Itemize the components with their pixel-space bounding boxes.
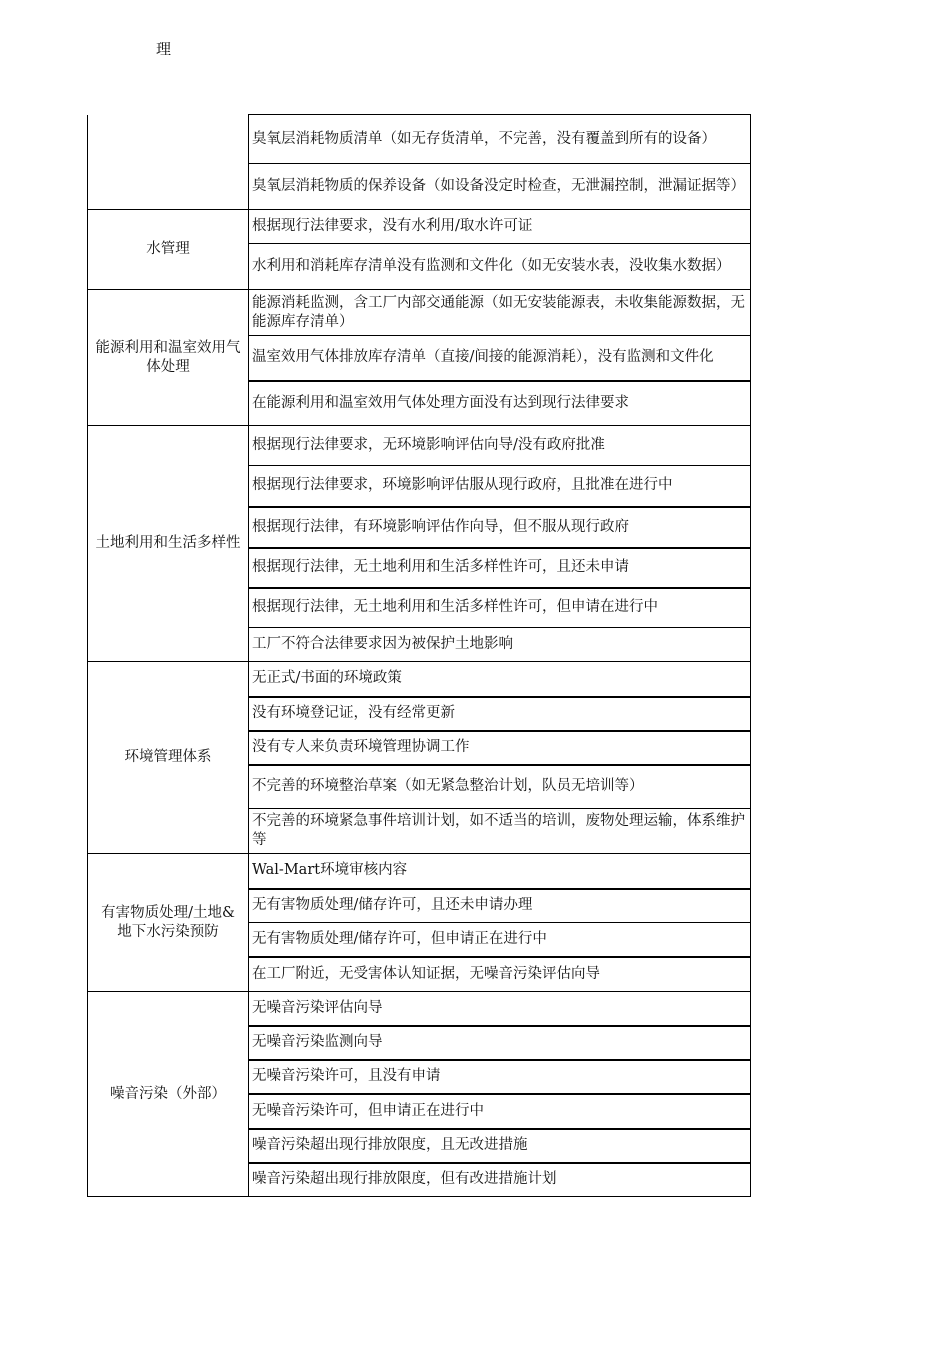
item-cell: 不完善的环境整治草案（如无紧急整治计划，队员无培训等）: [249, 765, 751, 809]
item-cell: 在能源利用和温室效用气体处理方面没有达到现行法律要求: [249, 381, 751, 426]
category-cell: 水管理: [88, 210, 249, 290]
category-cell: 噪音污染（外部）: [88, 992, 249, 1197]
item-cell: 无噪音污染监测向导: [249, 1026, 751, 1060]
item-cell: 水利用和消耗库存清单没有监测和文件化（如无安装水表，没收集水数据）: [249, 244, 751, 290]
item-cell: 噪音污染超出现行排放限度，但有改进措施计划: [249, 1163, 751, 1197]
item-cell: 在工厂附近，无受害体认知证据，无噪音污染评估向导: [249, 957, 751, 992]
item-cell: 能源消耗监测，含工厂内部交通能源（如无安装能源表，未收集能源数据，无能源库存清单）: [249, 290, 751, 336]
item-cell: 温室效用气体排放库存清单（直接/间接的能源消耗），没有监测和文件化: [249, 336, 751, 381]
category-cell: 能源利用和温室效用气体处理: [88, 290, 249, 426]
item-cell: 根据现行法律要求，无环境影响评估向导/没有政府批准: [249, 426, 751, 466]
category-cell: [88, 115, 249, 210]
item-cell: 无噪音污染许可，且没有申请: [249, 1060, 751, 1094]
item-cell: Wal-Mart环境审核内容: [249, 854, 751, 889]
item-cell: 根据现行法律要求，没有水利用/取水许可证: [249, 210, 751, 244]
header-fragment: 理: [156, 40, 172, 58]
item-cell: 不完善的环境紧急事件培训计划，如不适当的培训，废物处理运输，体系维护等: [249, 809, 751, 854]
item-cell: 臭氧层消耗物质清单（如无存货清单，不完善，没有覆盖到所有的设备）: [249, 115, 751, 164]
item-cell: 臭氧层消耗物质的保养设备（如设备没定时检查，无泄漏控制，泄漏证据等）: [249, 164, 751, 210]
item-cell: 无有害物质处理/储存许可，但申请正在进行中: [249, 923, 751, 957]
category-cell: 有害物质处理/土地&地下水污染预防: [88, 854, 249, 992]
item-cell: 噪音污染超出现行排放限度，且无改进措施: [249, 1129, 751, 1163]
item-cell: 无正式/书面的环境政策: [249, 662, 751, 697]
item-cell: 根据现行法律，无土地利用和生活多样性许可，但申请在进行中: [249, 588, 751, 628]
item-cell: 根据现行法律，有环境影响评估作向导，但不服从现行政府: [249, 507, 751, 548]
item-cell: 没有专人来负责环境管理协调工作: [249, 731, 751, 765]
category-cell: 土地利用和生活多样性: [88, 426, 249, 662]
item-cell: 无有害物质处理/储存许可，且还未申请办理: [249, 889, 751, 923]
item-cell: 根据现行法律要求，环境影响评估服从现行政府，且批准在进行中: [249, 466, 751, 507]
item-cell: 无噪音污染评估向导: [249, 992, 751, 1026]
audit-table: [87, 114, 751, 1197]
category-cell: 环境管理体系: [88, 662, 249, 854]
item-cell: 根据现行法律，无土地利用和生活多样性许可，且还未申请: [249, 548, 751, 588]
item-cell: 没有环境登记证，没有经常更新: [249, 697, 751, 731]
item-cell: 工厂不符合法律要求因为被保护土地影响: [249, 628, 751, 662]
item-cell: 无噪音污染许可，但申请正在进行中: [249, 1094, 751, 1129]
